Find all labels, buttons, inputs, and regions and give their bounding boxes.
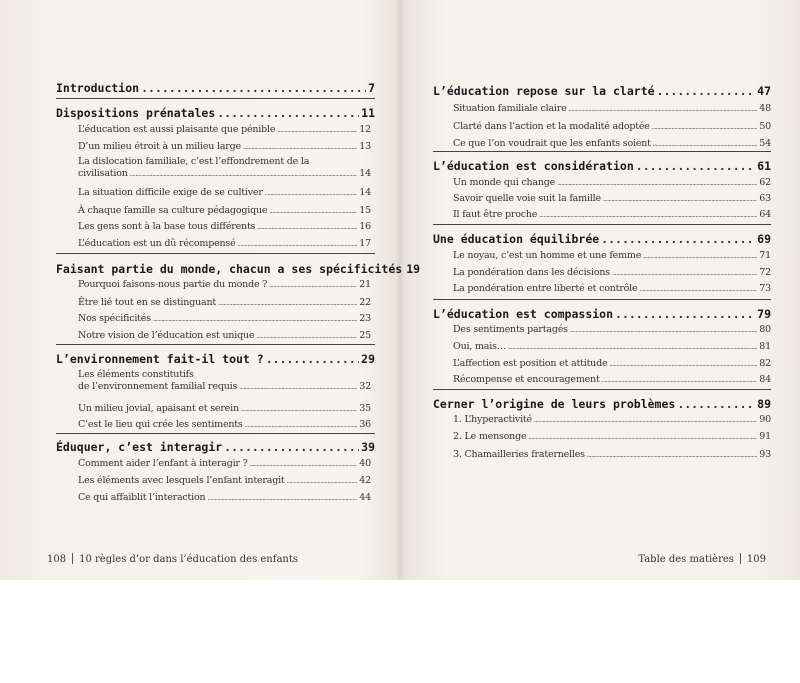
sub-entry-page-number: 23 xyxy=(359,313,371,324)
sub-entry xyxy=(453,358,771,369)
dot-leader xyxy=(657,84,756,98)
dot-leader xyxy=(539,212,757,219)
sub-entry xyxy=(453,250,771,261)
sub-entry-label: civilisation xyxy=(78,168,128,179)
toc-sub-entry xyxy=(78,155,371,179)
dot-leader xyxy=(269,282,357,289)
toc-sub-entry xyxy=(78,458,371,469)
toc-sub-entry xyxy=(78,475,371,486)
dot-leader xyxy=(609,361,757,368)
dot-leader xyxy=(218,300,357,307)
footer-separator xyxy=(740,553,741,564)
chapter-title xyxy=(433,307,771,321)
dot-leader xyxy=(287,478,358,485)
chapter-title xyxy=(56,440,375,454)
sub-entry-page-number: 36 xyxy=(359,419,371,430)
chapter-title xyxy=(56,81,375,95)
toc-chapter-entry xyxy=(56,106,375,120)
sub-entry-page-number: 14 xyxy=(359,168,371,179)
sub-entry xyxy=(453,374,771,385)
sub-entry-label: Comment aider l’enfant à interagir ? xyxy=(78,458,248,469)
sub-entry xyxy=(78,492,371,503)
sub-entry xyxy=(453,121,771,132)
chapter-title xyxy=(433,159,771,173)
section-divider xyxy=(56,98,375,99)
toc-sub-entry xyxy=(453,177,771,188)
sub-entry-label: C’est le lieu qui crée les sentiments xyxy=(78,419,243,430)
sub-entry-page-number: 17 xyxy=(359,238,371,249)
sub-entry-page-number: 54 xyxy=(759,138,771,149)
chapter-title-label: Faisant partie du monde, chacun a ses spécificités xyxy=(56,262,403,276)
toc-sub-entry xyxy=(453,374,771,385)
sub-entry-page-number: 44 xyxy=(359,492,371,503)
sub-entry-page-number: 72 xyxy=(759,267,771,278)
section-divider xyxy=(433,224,771,225)
sub-entry-page-number: 81 xyxy=(759,341,771,352)
dot-leader xyxy=(639,286,757,293)
sub-entry xyxy=(453,283,771,294)
left-page-footer xyxy=(47,553,298,565)
dot-leader xyxy=(257,224,357,231)
sub-entry-page-number: 82 xyxy=(759,358,771,369)
left-page-number: 108 xyxy=(47,554,67,565)
toc-sub-entry xyxy=(78,330,371,341)
sub-entry xyxy=(78,313,371,324)
sub-entry-page-number: 91 xyxy=(759,431,771,442)
dot-leader xyxy=(207,495,357,502)
sub-entry xyxy=(78,205,371,216)
chapter-title xyxy=(56,106,375,120)
sub-entry-page-number: 12 xyxy=(359,124,371,135)
toc-sub-entry xyxy=(453,193,771,204)
sub-entry-page-number: 22 xyxy=(359,297,371,308)
chapter-title xyxy=(433,84,771,98)
toc-sub-entry xyxy=(78,221,371,232)
sub-entry xyxy=(78,187,371,198)
chapter-title-label: L’éducation est considération xyxy=(433,159,634,173)
sub-entry-label: Notre vision de l’éducation est unique xyxy=(78,330,255,341)
footer-separator xyxy=(72,553,73,564)
sub-entry-label: 2. Le mensonge xyxy=(453,431,527,442)
sub-entry-page-number: 32 xyxy=(359,381,371,392)
sub-entry-label: Oui, mais… xyxy=(453,341,507,352)
sub-entry-label: À chaque famille sa culture pédagogique xyxy=(78,205,268,216)
chapter-title-page-number: 61 xyxy=(757,159,771,173)
dot-leader xyxy=(266,352,359,366)
toc-chapter-entry xyxy=(56,440,375,454)
toc-sub-entry xyxy=(453,283,771,294)
sub-entry xyxy=(453,193,771,204)
toc-sub-entry xyxy=(453,209,771,220)
toc-sub-entry xyxy=(453,341,771,352)
toc-sub-entry xyxy=(78,313,371,324)
toc-sub-entry xyxy=(453,103,771,114)
sub-entry-label: L’éducation est aussi plaisante que pénible xyxy=(78,124,276,135)
dot-leader xyxy=(602,377,758,384)
dot-leader xyxy=(534,417,757,424)
left-running-title: 10 règles d’or dans l’éducation des enfants xyxy=(79,554,298,565)
dot-leader xyxy=(528,434,757,441)
toc-sub-entry xyxy=(453,250,771,261)
dot-leader xyxy=(141,81,366,95)
sub-entry-label: La pondération dans les décisions xyxy=(453,267,610,278)
dot-leader xyxy=(587,452,757,459)
toc-chapter-entry xyxy=(433,84,771,98)
dot-leader xyxy=(653,141,758,148)
dot-leader xyxy=(224,440,359,454)
sub-entry-label: Situation familiale claire xyxy=(453,103,567,114)
sub-entry xyxy=(453,267,771,278)
sub-entry-label: Un milieu jovial, apaisant et serein xyxy=(78,403,239,414)
toc-sub-entry xyxy=(453,324,771,335)
dot-leader xyxy=(570,327,757,334)
sub-entry-label: Les éléments avec lesquels l’enfant interagit xyxy=(78,475,285,486)
toc-sub-entry xyxy=(78,205,371,216)
sub-entry-label: L’éducation est un dû récompensé xyxy=(78,238,236,249)
right-page-footer xyxy=(638,553,766,565)
toc-chapter-entry xyxy=(433,307,771,321)
sub-entry xyxy=(78,238,371,249)
toc-sub-entry xyxy=(453,138,771,149)
toc-sub-entry xyxy=(78,279,371,290)
dot-leader xyxy=(239,384,357,391)
sub-entry-label: Les gens sont à la base tous différents xyxy=(78,221,256,232)
sub-entry-page-number: 35 xyxy=(359,403,371,414)
toc-sub-entry xyxy=(78,297,371,308)
dot-leader xyxy=(265,190,358,197)
sub-entry-label: Un monde qui change xyxy=(453,177,556,188)
chapter-title-page-number: 11 xyxy=(361,106,375,120)
sub-entry-page-number: 21 xyxy=(359,279,371,290)
sub-entry xyxy=(453,138,771,149)
dot-leader xyxy=(636,159,755,173)
sub-entry-page-number: 90 xyxy=(759,414,771,425)
sub-entry-page-number: 14 xyxy=(359,187,371,198)
chapter-title-page-number: 69 xyxy=(757,232,771,246)
dot-leader xyxy=(238,241,358,248)
toc-chapter-entry xyxy=(433,232,771,246)
section-divider xyxy=(433,299,771,300)
sub-entry xyxy=(453,414,771,425)
dot-leader xyxy=(557,180,757,187)
chapter-title-label: Éduquer, c’est interagir xyxy=(56,440,223,454)
dot-leader xyxy=(601,232,755,246)
toc-sub-entry xyxy=(78,141,371,152)
dot-leader xyxy=(652,124,758,131)
sub-entry-page-number: 40 xyxy=(359,458,371,469)
toc-sub-entry xyxy=(78,187,371,198)
chapter-title xyxy=(433,397,771,411)
sub-entry xyxy=(78,124,371,135)
sub-entry-label: Être lié tout en se distinguant xyxy=(78,297,216,308)
toc-sub-entry xyxy=(453,449,771,460)
sub-entry-page-number: 48 xyxy=(759,103,771,114)
sub-entry xyxy=(78,381,371,392)
sub-entry-label: Pourquoi faisons-nous partie du monde ? xyxy=(78,279,268,290)
sub-entry xyxy=(78,458,371,469)
sub-entry xyxy=(453,449,771,460)
sub-entry-label-line: La dislocation familiale, c’est l’effondrement de la xyxy=(78,156,310,167)
sub-entry-label: L’affection est position et attitude xyxy=(453,358,608,369)
toc-sub-entry xyxy=(78,403,371,414)
toc-sub-entry xyxy=(453,358,771,369)
sub-entry-label: La pondération entre liberté et contrôle xyxy=(453,283,638,294)
sub-entry xyxy=(78,141,371,152)
sub-entry-page-number: 63 xyxy=(759,193,771,204)
sub-entry xyxy=(453,341,771,352)
dot-leader xyxy=(643,253,757,260)
sub-entry-page-number: 15 xyxy=(359,205,371,216)
toc-chapter-entry xyxy=(56,81,375,95)
chapter-title-label: Une éducation équilibrée xyxy=(433,232,600,246)
sub-entry-page-number: 73 xyxy=(759,283,771,294)
toc-chapter-entry xyxy=(56,352,375,366)
right-page xyxy=(400,0,800,580)
chapter-title-label: Introduction xyxy=(56,81,140,95)
sub-entry-page-number: 80 xyxy=(759,324,771,335)
sub-entry xyxy=(78,168,371,179)
toc-chapter-entry xyxy=(433,397,771,411)
right-page-number: 109 xyxy=(746,554,766,565)
sub-entry-page-number: 93 xyxy=(759,449,771,460)
chapter-title xyxy=(56,352,375,366)
toc-sub-entry xyxy=(78,368,371,392)
sub-entry-label: de l’environnement familial requis xyxy=(78,381,238,392)
toc-sub-entry xyxy=(78,238,371,249)
chapter-title-page-number: 47 xyxy=(757,84,771,98)
sub-entry-page-number: 71 xyxy=(759,250,771,261)
sub-entry xyxy=(78,419,371,430)
sub-entry xyxy=(78,403,371,414)
sub-entry-page-number: 84 xyxy=(759,374,771,385)
chapter-title-label: L’éducation est compassion xyxy=(433,307,614,321)
dot-leader xyxy=(269,208,357,215)
sub-entry xyxy=(453,103,771,114)
chapter-title-page-number: 39 xyxy=(361,440,375,454)
sub-entry-page-number: 64 xyxy=(759,209,771,220)
dot-leader xyxy=(245,422,358,429)
sub-entry-label: 3. Chamailleries fraternelles xyxy=(453,449,585,460)
dot-leader xyxy=(250,461,358,468)
sub-entry xyxy=(78,221,371,232)
sub-entry xyxy=(78,279,371,290)
section-divider xyxy=(433,389,771,390)
dot-leader xyxy=(153,316,357,323)
toc-chapter-entry xyxy=(56,262,421,276)
chapter-title-page-number: 29 xyxy=(361,352,375,366)
sub-entry-page-number: 13 xyxy=(359,141,371,152)
sub-entry-page-number: 42 xyxy=(359,475,371,486)
dot-leader xyxy=(277,127,357,134)
chapter-title xyxy=(433,232,771,246)
toc-sub-entry xyxy=(78,419,371,430)
toc-sub-entry xyxy=(78,492,371,503)
sub-entry-page-number: 62 xyxy=(759,177,771,188)
sub-entry xyxy=(78,297,371,308)
dot-leader xyxy=(130,171,358,178)
sub-entry-label: Savoir quelle voie suit la famille xyxy=(453,193,601,204)
dot-leader xyxy=(508,344,757,351)
section-divider xyxy=(433,151,771,152)
chapter-title xyxy=(56,262,421,276)
sub-entry-label: La situation difficile exige de se cultiver xyxy=(78,187,263,198)
chapter-title-label: Dispositions prénatales xyxy=(56,106,216,120)
right-running-title: Table des matières xyxy=(638,554,734,565)
dot-leader xyxy=(256,333,357,340)
sub-entry-label: Récompense et encouragement xyxy=(453,374,600,385)
chapter-title-label: L’environnement fait-il tout ? xyxy=(56,352,264,366)
dot-leader xyxy=(603,196,757,203)
sub-entry xyxy=(453,431,771,442)
toc-sub-entry xyxy=(453,121,771,132)
toc-sub-entry xyxy=(453,431,771,442)
chapter-title-label: Cerner l’origine de leurs problèmes xyxy=(433,397,676,411)
sub-entry-label: Clarté dans l’action et la modalité adoptée xyxy=(453,121,650,132)
chapter-title-page-number: 89 xyxy=(757,397,771,411)
sub-entry-page-number: 25 xyxy=(359,330,371,341)
chapter-title-page-number: 79 xyxy=(757,307,771,321)
toc-chapter-entry xyxy=(433,159,771,173)
sub-entry-label-line: Les éléments constitutifs xyxy=(78,369,194,380)
sub-entry-page-number: 50 xyxy=(759,121,771,132)
toc-sub-entry xyxy=(453,267,771,278)
section-divider xyxy=(56,253,375,254)
dot-leader xyxy=(241,406,357,413)
sub-entry-label: Le noyau, c’est un homme et une femme xyxy=(453,250,642,261)
dot-leader xyxy=(615,307,755,321)
sub-entry-label: D’un milieu étroit à un milieu large xyxy=(78,141,241,152)
dot-leader xyxy=(569,106,758,113)
sub-entry-label: Des sentiments partagés xyxy=(453,324,568,335)
sub-entry xyxy=(453,177,771,188)
toc-sub-entry xyxy=(453,414,771,425)
dot-leader xyxy=(612,270,757,277)
section-divider xyxy=(56,433,375,434)
chapter-title-page-number: 19 xyxy=(406,262,421,276)
sub-entry-label: Ce que l’on voudrait que les enfants soient xyxy=(453,138,651,149)
sub-entry xyxy=(453,209,771,220)
left-page xyxy=(0,0,421,580)
sub-entry xyxy=(78,475,371,486)
sub-entry xyxy=(78,330,371,341)
dot-leader xyxy=(243,144,357,151)
chapter-title-page-number: 7 xyxy=(368,81,375,95)
sub-entry-page-number: 16 xyxy=(359,221,371,232)
chapter-title-label: L’éducation repose sur la clarté xyxy=(433,84,655,98)
sub-entry-label: Nos spécificités xyxy=(78,313,151,324)
sub-entry-label: Ce qui affaiblit l’interaction xyxy=(78,492,206,503)
dot-leader xyxy=(217,106,359,120)
toc-sub-entry xyxy=(78,124,371,135)
sub-entry xyxy=(453,324,771,335)
sub-entry-label: Il faut être proche xyxy=(453,209,538,220)
sub-entry-label: 1. L’hyperactivité xyxy=(453,414,532,425)
dot-leader xyxy=(677,397,755,411)
section-divider xyxy=(56,344,375,345)
